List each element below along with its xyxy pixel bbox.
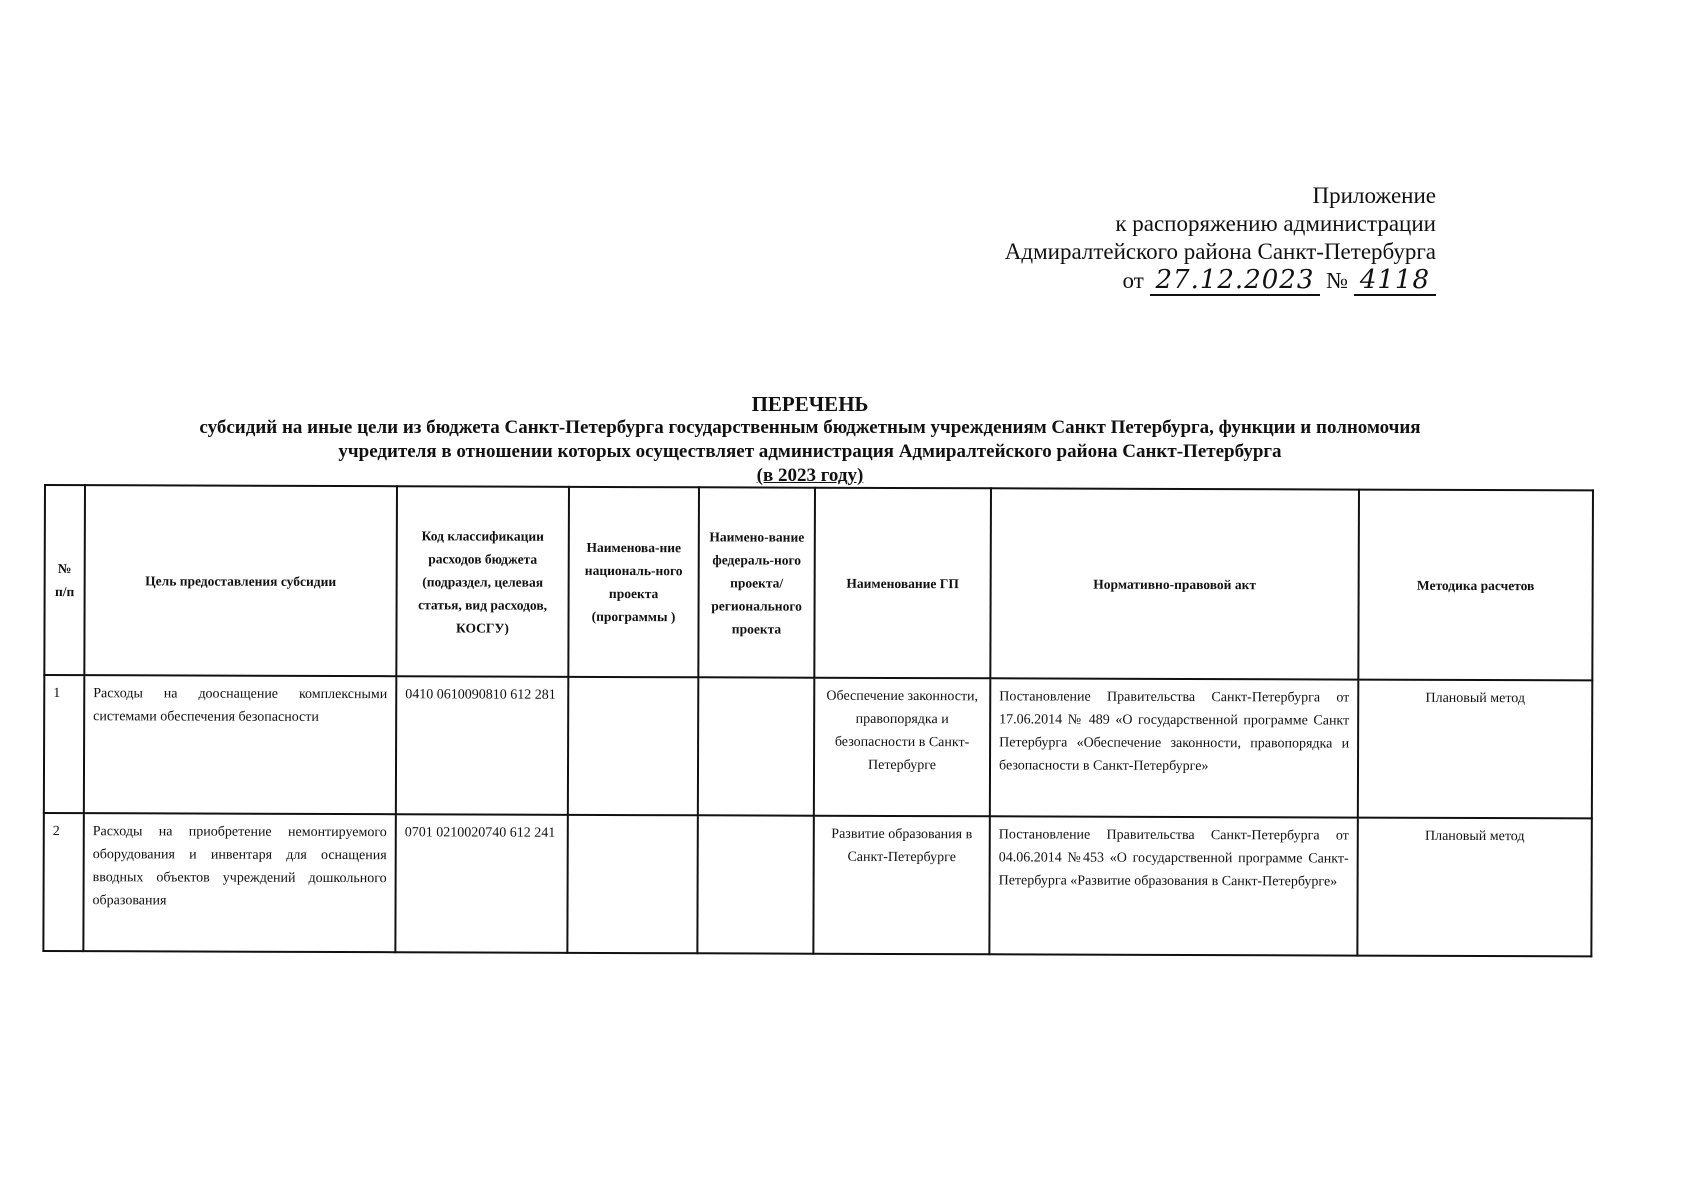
annex-district-line: Адмиралтейского района Санкт-Петербурга xyxy=(1004,239,1436,264)
cell-code: 0701 0210020740 612 241 xyxy=(395,814,567,953)
table-header-row xyxy=(44,485,1593,680)
cell-goal: Расходы на приобретение немонтируемого оборудования и инвентаря для оснащения вводных объектов учреждений дошкольного образования xyxy=(83,813,395,952)
cell-act: Постановление Правительства Санкт-Петербурга от 17.06.2014 № 489 «О государственной программе Санкт Петербурга «Обеспечение законности, правопорядка и безопасности в Санкт-Петербурге» xyxy=(990,678,1358,817)
cell-gp: Развитие образования в Санкт-Петербурге xyxy=(813,816,989,955)
cell-goal: Расходы на дооснащение комплексными системами обеспечения безопасности xyxy=(84,675,396,814)
header-goal: Цель предоставления субсидии xyxy=(84,485,397,676)
title-year: (в 2023 году) xyxy=(756,465,864,486)
title-heading: ПЕРЕЧЕНЬ xyxy=(751,392,869,416)
annex-from-label: от xyxy=(1122,268,1144,293)
annex-block xyxy=(1005,182,1436,296)
header-method: Методика расчетов xyxy=(1358,490,1593,681)
cell-national-project xyxy=(567,815,697,953)
header-code: Код классификации расходов бюджета (подраздел, целевая статья, вид расходов, КОСГУ) xyxy=(396,486,569,677)
annex-number-handwritten: 4118 xyxy=(1354,266,1436,296)
header-gp: Наименование ГП xyxy=(814,488,991,679)
document-title xyxy=(60,392,1560,488)
annex-number-label: № xyxy=(1326,268,1349,293)
table-row xyxy=(44,675,1592,818)
annex-order-line: к распоряжению администрации xyxy=(1115,211,1436,236)
annex-date-number-line xyxy=(1005,266,1436,296)
cell-federal-project xyxy=(698,677,814,815)
table-row xyxy=(43,813,1591,956)
cell-num: 2 xyxy=(43,813,83,951)
cell-federal-project xyxy=(697,815,813,953)
header-act: Нормативно-правовой акт xyxy=(990,488,1359,679)
cell-num: 1 xyxy=(44,675,84,813)
annex-date-handwritten: 27.12.2023 xyxy=(1150,266,1321,296)
header-national-project: Наименова-ние националь-ного проекта (программы ) xyxy=(568,487,699,677)
cell-national-project xyxy=(568,677,698,815)
annex-title: Приложение xyxy=(1312,183,1436,208)
subsidies-table xyxy=(42,484,1594,957)
title-line-1: субсидий на иные цели из бюджета Санкт-Петербурга государственным бюджетным учреждениям Санкт Петербурга, функции и полномочия xyxy=(199,417,1421,438)
cell-act: Постановление Правительства Санкт-Петербурга от 04.06.2014 №453 «О государственной программе Санкт-Петербурга «Развитие образования в Санкт-Петербурге» xyxy=(989,816,1357,955)
header-num: № п/п xyxy=(44,485,85,675)
header-federal-project: Наимено-вание федераль-ного проекта/ регионального проекта xyxy=(698,487,815,677)
title-line-2: учредителя в отношении которых осуществляет администрация Адмиралтейского района Санкт-Петербурга xyxy=(338,441,1282,462)
cell-method: Плановый метод xyxy=(1357,818,1591,957)
cell-gp: Обеспечение законности, правопорядка и безопасности в Санкт-Петербурге xyxy=(814,678,990,817)
cell-code: 0410 0610090810 612 281 xyxy=(396,676,568,815)
cell-method: Плановый метод xyxy=(1358,680,1592,819)
